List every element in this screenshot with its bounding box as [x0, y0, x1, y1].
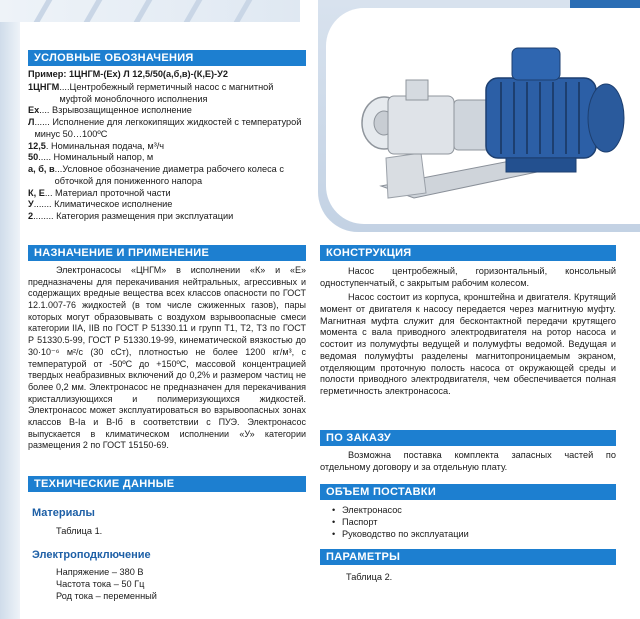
legend-row [28, 152, 306, 164]
power-title: Электроподключение [32, 549, 151, 561]
delivery-item: • Руководство по эксплуатации [330, 529, 610, 541]
legend-text: .... Взрывозащищенное исполнение [39, 105, 192, 116]
legend-key: а, б, в [28, 164, 55, 175]
legend-text: . Номинальная подача, м³/ч [45, 140, 165, 151]
delivery-item: • Паспорт [330, 517, 610, 529]
legend-row [28, 211, 306, 223]
power-current-type: Род тока – переменный [56, 590, 157, 601]
legend-example: Пример: 1ЦНГМ-(Ex) Л 12,5/50(а,б,в)-(К,Е)-У2 [28, 69, 228, 79]
pump-photo [326, 8, 640, 224]
order-header: ПО ЗАКАЗУ [320, 430, 616, 446]
order-text: Возможна поставка комплекта запасных частей по отдельному договору и за отдельную плату. [320, 450, 616, 472]
delivery-list [330, 505, 610, 540]
params-header: ПАРАМЕТРЫ [320, 549, 616, 565]
legend-rows [28, 82, 306, 223]
tech-header: ТЕХНИЧЕСКИЕ ДАННЫЕ [28, 476, 306, 492]
legend-key: Ex [28, 105, 40, 116]
legend-text: ... Материал проточной части [44, 187, 171, 198]
legend-key: Л [28, 117, 35, 128]
corner-accent [570, 0, 640, 8]
legend-key: 50 [28, 152, 39, 163]
legend-row [28, 82, 306, 106]
construction-p2: Насос состоит из корпуса, кронштейна и двигателя. Крутящий момент от двигателя к насосу передается через магнитную муфту. Магнитная муфта служит для бесконтактной передачи крутящего момента с вала приводного электродвигателя на ротор насоса и состоит из полумуфты ведущей и полумуфты ведомой. Ведущая и ведомая полумуфты разделены магнитопроницаемым экраном, отделяющим проточную полость насоса от окружающей среды и полости приводного электродвигателя, чем обеспечивается полная герметичность электронасоса. [320, 292, 616, 397]
params-text: Таблица 2. [346, 572, 393, 582]
legend-text: ....Центробежный герметичный насос с магнитной муфтой моноблочного исполнения [59, 81, 274, 104]
legend-text: ....... Климатическое исполнение [33, 199, 173, 210]
legend-key: 2 [28, 211, 34, 222]
purpose-header: НАЗНАЧЕНИЕ И ПРИМЕНЕНИЕ [28, 245, 306, 261]
delivery-header: ОБЪЕМ ПОСТАВКИ [320, 484, 616, 500]
pump-illustration [326, 8, 640, 224]
legend-key: 12,5 [28, 140, 46, 151]
left-decor-stripe [0, 0, 20, 619]
legend-text: ...... Исполнение для легкокипящих жидкостей с температурой минус 50…100ºС [34, 117, 302, 139]
legend-text: ........ Категория размещения при эксплуатации [33, 211, 234, 222]
purpose-text: Электронасосы «ЦНГМ» в исполнении «К» и «Е» предназначены для перекачивания нейтральных, агрессивных и содержащих вредные вещества всех классов опасности по ГОСТ 12.1.007-76 жидкостей (в том числе сжиженных газов), пары которых могут образовывать с воздухом взрывоопасные смеси категории IIА, IIВ по ГОСТ Р 51330.11 и групп Т1, Т2, Т3 по ГОСТ Р 51330.5-99, ГОСТ Р 51330.19-99, кинематической вязкостью до 30·10⁻⁶ м²/с (30 сСт), плотностью не более 1200 кг/м³, с температурой от -50ºС до +150ºС, массовой концентрацией твердых неабразивных включений до 0,2% и размером частиц не более 0,2 мм. Электронасос не предназначен для перекачивания кристаллизующихся и полимеризующихся жидкостей. Электронасос может эксплуатироваться во взрывоопасных зонах классов В-Iа и В-Iб в соответствии с ПУЭ. Электронасос выпускается в климатическом исполнении «У» категории размещения 2 по ГОСТ 15150-69. [28, 265, 306, 451]
construction-header: КОНСТРУКЦИЯ [320, 245, 616, 261]
top-decor-stripe [0, 0, 300, 22]
delivery-item: • Электронасос [330, 505, 610, 517]
construction-p1: Насос центробежный, горизонтальный, консольный одноступенчатый, с закрытым рабочим колесом. [320, 266, 616, 288]
legend-key: У [28, 199, 34, 210]
legend-row [28, 199, 306, 211]
pump-photo-frame [318, 0, 640, 232]
materials-title: Материалы [32, 507, 95, 519]
legend-header: УСЛОВНЫЕ ОБОЗНАЧЕНИЯ [28, 50, 306, 66]
legend-row [28, 164, 306, 188]
legend-row [28, 105, 306, 117]
legend-row [28, 117, 306, 141]
power-frequency: Частота тока – 50 Гц [56, 578, 145, 589]
materials-text: Таблица 1. [56, 526, 103, 536]
power-voltage: Напряжение – 380 В [56, 567, 144, 577]
legend-row [28, 141, 306, 153]
legend-key: К, Е [28, 187, 45, 198]
legend-text: ...Условное обозначение диаметра рабочего колеса с обточкой для пониженного напора [54, 164, 284, 186]
legend-text: ..... Номинальный напор, м [38, 152, 154, 163]
power-lines [56, 567, 157, 602]
legend-key: 1ЦНГМ [28, 81, 60, 92]
legend-row [28, 188, 306, 200]
legend-block [28, 69, 306, 223]
